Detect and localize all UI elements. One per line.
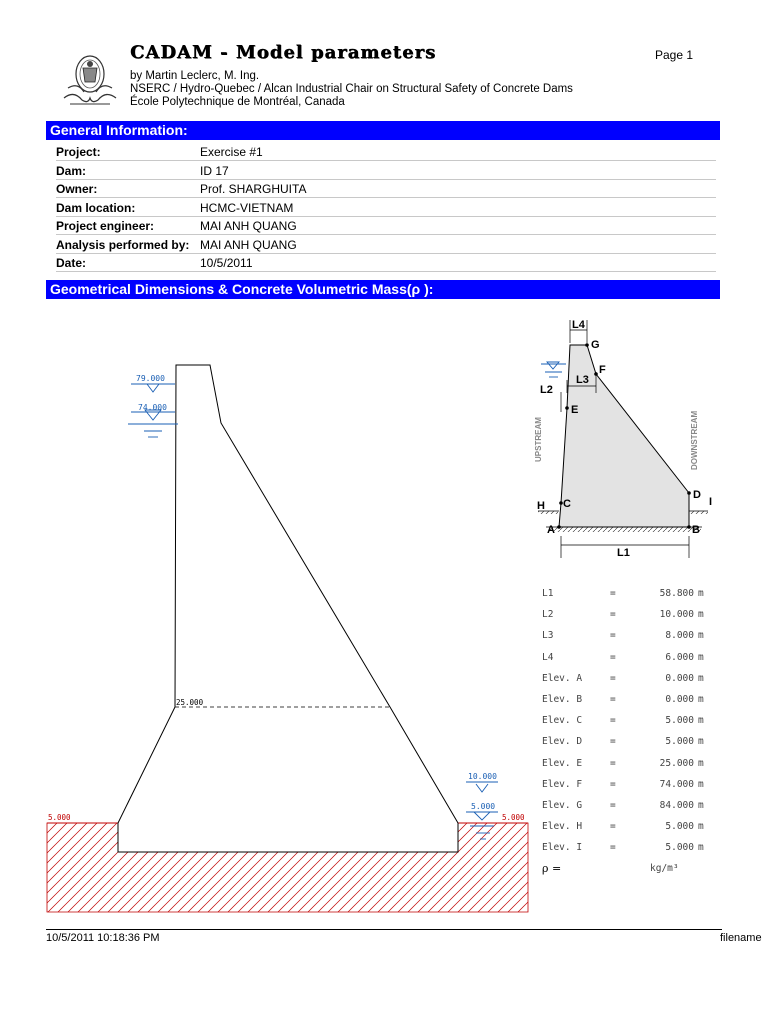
info-row [56, 236, 716, 254]
parameter-value: 58.800 [659, 588, 694, 599]
info-row-value: 10/5/2011 [200, 256, 253, 270]
equals-sign: = [610, 609, 616, 621]
info-row-label: Date: [56, 256, 87, 270]
info-row-label: Dam location: [56, 200, 136, 215]
page-number: Page 1 [655, 48, 694, 62]
info-row-value: Exercise #1 [200, 145, 263, 159]
parameter-unit: m [698, 609, 704, 621]
geometry-heading: Geometrical Dimensions & Concrete Volumetric Mass(ρ ): [46, 280, 720, 299]
parameter-row [542, 816, 722, 837]
parameter-row [542, 668, 722, 689]
parameter-value: 25.000 [659, 757, 694, 769]
equals-sign: = [610, 821, 616, 833]
parameter-unit: m [698, 651, 704, 663]
parameter-value: 10.000 [659, 609, 694, 621]
foundation-right-label: 5.000 [502, 813, 525, 822]
equals-sign: = [610, 630, 616, 642]
equals-sign: = [610, 672, 616, 684]
parameter-value: 84.000 [659, 800, 694, 811]
parameter-name: Elev. E [542, 757, 583, 769]
transition-elevation-label: 25.000 [176, 698, 204, 707]
info-row [56, 143, 716, 161]
parameter-value: 5.000 [665, 715, 694, 727]
upstream-label: UPSTREAM [534, 417, 543, 462]
info-row [56, 217, 716, 235]
parameter-name: Elev. C [542, 715, 583, 727]
parameter-row [542, 710, 722, 731]
parameter-name: Elev. F [542, 778, 583, 790]
parameter-row [542, 689, 722, 710]
footer-rule [46, 929, 722, 930]
equals-sign: = [610, 778, 616, 790]
key-h: H [537, 500, 545, 512]
footer-timestamp: 10/5/2011 10:18:36 PM [46, 932, 160, 944]
equals-sign: = [610, 694, 616, 705]
parameter-row [542, 795, 722, 816]
parameter-unit: m [698, 778, 704, 790]
info-row-value: ID 17 [200, 163, 229, 178]
document-title: CADAM - Model parameters [130, 42, 437, 63]
key-i: I [709, 496, 713, 508]
equals-sign: = [610, 736, 616, 748]
parameter-unit: m [698, 715, 704, 727]
parameter-unit: m [698, 588, 704, 599]
general-info-heading: General Information: [46, 121, 720, 140]
parameter-value: 0.000 [665, 694, 694, 705]
info-row-value: MAI ANH QUANG [200, 219, 297, 233]
parameter-unit: m [698, 800, 704, 811]
key-b: B [692, 524, 700, 536]
equals-sign: = [610, 715, 616, 727]
parameter-name: Elev. D [542, 736, 583, 748]
foundation-left-label: 5.000 [48, 813, 71, 822]
parameter-name: Elev. H [542, 821, 583, 833]
info-row [56, 199, 716, 217]
parameter-unit: m [698, 842, 704, 854]
parameter-name: Elev. A [542, 672, 583, 684]
key-d: D [693, 489, 701, 501]
parameter-row [542, 647, 722, 668]
parameter-name: L1 [542, 588, 554, 599]
parameter-value: 5.000 [665, 842, 694, 854]
info-row-label: Dam: [56, 163, 87, 178]
key-l3: L3 [576, 374, 589, 386]
chair-line: NSERC / Hydro-Quebec / Alcan Industrial Chair on Structural Safety of Concrete Dams [130, 83, 573, 95]
key-l4: L4 [572, 319, 585, 331]
upstream-level-low-label: 74.000 [138, 403, 167, 412]
upstream-level-high-label: 79.000 [136, 374, 165, 383]
downstream-label: DOWNSTREAM [690, 410, 699, 470]
info-row-value: Prof. SHARGHUITA [200, 182, 307, 196]
parameter-row [542, 731, 722, 752]
parameter-name: Elev. B [542, 694, 583, 705]
parameter-unit: m [698, 757, 704, 769]
parameter-name: L2 [542, 609, 554, 621]
footer-filename: filename [720, 932, 762, 944]
parameter-row [542, 625, 722, 646]
dam-body [118, 365, 458, 852]
parameter-unit: m [698, 630, 704, 642]
info-row-value: MAI ANH QUANG [200, 237, 297, 252]
equals-sign: = [610, 842, 616, 854]
downstream-level-low-label: 5.000 [471, 802, 496, 811]
parameter-unit: m [698, 672, 704, 684]
parameter-value: 74.000 [659, 778, 694, 790]
parameter-name: Elev. G [542, 800, 583, 811]
parameter-unit: m [698, 821, 704, 833]
info-row-label: Project engineer: [56, 219, 155, 233]
parameter-unit: m [698, 736, 704, 748]
key-l2: L2 [540, 384, 553, 396]
equals-sign: = [610, 651, 616, 663]
parameter-row [542, 604, 722, 625]
downstream-level-high-label: 10.000 [468, 772, 497, 781]
equals-sign: = [610, 588, 616, 599]
density-unit: kg/m³ [650, 863, 679, 874]
key-a: A [547, 524, 555, 536]
density-label: ρ = [542, 862, 562, 875]
parameter-row [542, 583, 722, 604]
info-row [56, 254, 716, 272]
key-g: G [591, 339, 600, 351]
parameter-name: Elev. I [542, 842, 583, 854]
dam-key-diagram [525, 312, 735, 570]
key-c: C [563, 498, 571, 510]
key-f: F [599, 364, 606, 376]
info-row-label: Project: [56, 145, 101, 159]
author-line: by Martin Leclerc, M. Ing. [130, 70, 260, 82]
parameter-name: L3 [542, 630, 554, 642]
school-line: École Polytechnique de Montréal, Canada [130, 96, 345, 108]
info-row [56, 180, 716, 198]
parameter-unit: m [698, 694, 704, 705]
parameter-row [542, 837, 722, 858]
key-l1: L1 [617, 547, 630, 559]
equals-sign: = [610, 757, 616, 769]
parameter-value: 6.000 [665, 651, 694, 663]
parameter-value: 5.000 [665, 736, 694, 748]
density-row [542, 858, 722, 879]
row-divider [56, 271, 716, 272]
equals-sign: = [610, 800, 616, 811]
parameter-value: 5.000 [665, 821, 694, 833]
info-row-label: Analysis performed by: [56, 237, 190, 252]
parameter-value: 8.000 [665, 630, 694, 642]
parameter-row [542, 753, 722, 774]
info-row [56, 162, 716, 180]
info-row-label: Owner: [56, 182, 98, 196]
parameter-value: 0.000 [665, 672, 694, 684]
parameter-name: L4 [542, 651, 554, 663]
parameter-row [542, 774, 722, 795]
info-row-value: HCMC-VIETNAM [200, 200, 294, 215]
school-seal-icon [58, 48, 122, 110]
key-e: E [571, 404, 579, 416]
